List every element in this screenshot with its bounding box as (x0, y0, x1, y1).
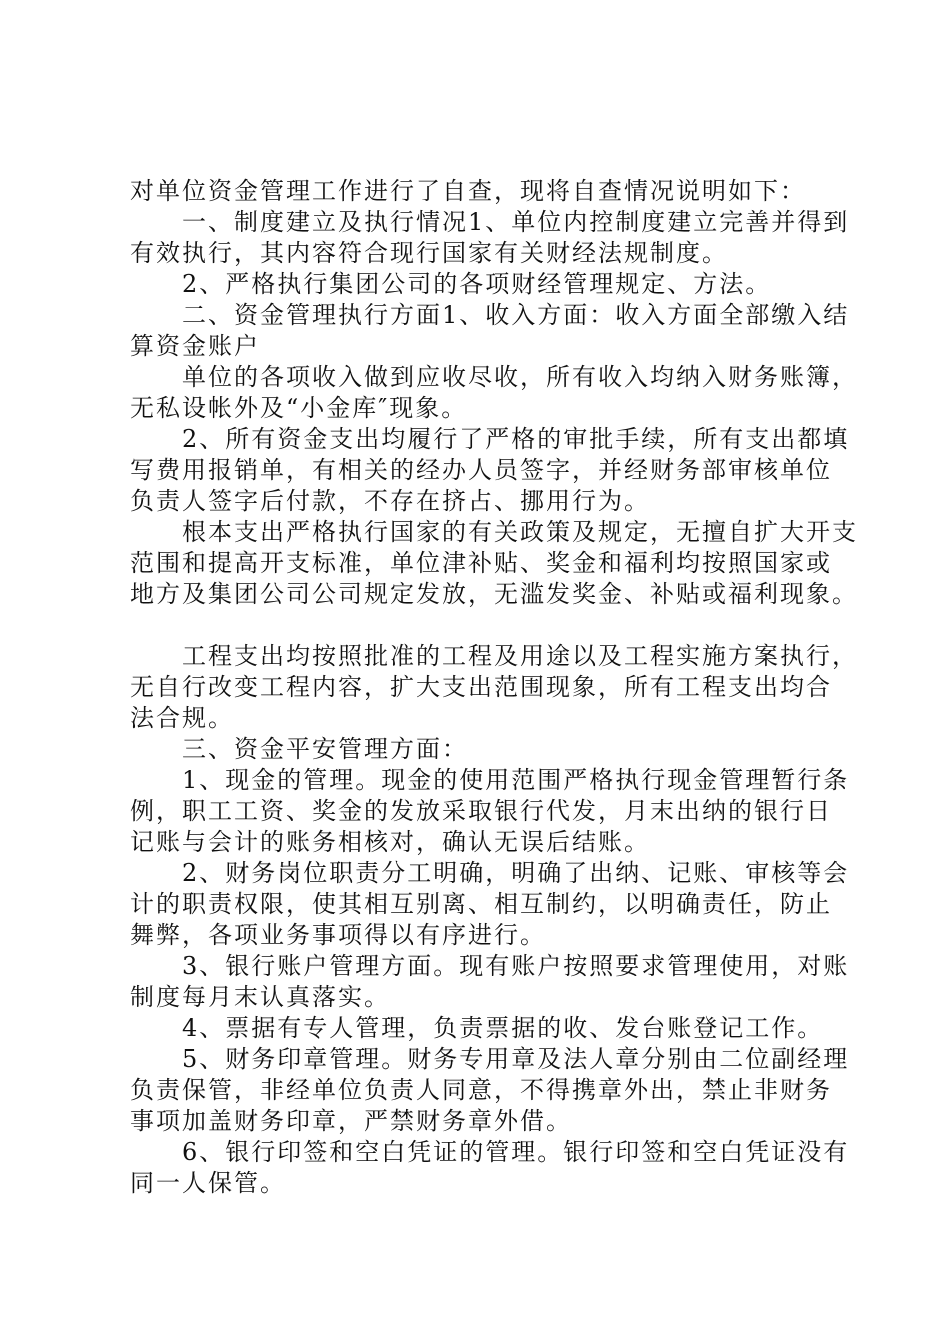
text-line: 记账与会计的账务相核对，确认无误后结账。 (130, 828, 650, 856)
text-line: 根本支出严格执行国家的有关政策及规定，无擅自扩大开支 (182, 518, 858, 546)
text-line: 4、票据有专人管理，负责票据的收、发台账登记工作。 (182, 1014, 824, 1042)
text-line: 制度每月末认真落实。 (130, 983, 390, 1011)
text-line: 2、财务岗位职责分工明确，明确了出纳、记账、审核等会 (182, 859, 850, 887)
text-line: 舞弊，各项业务事项得以有序进行。 (130, 921, 546, 949)
text-line: 工程支出均按照批准的工程及用途以及工程实施方案执行， (182, 642, 858, 670)
text-line: 例，职工工资、奖金的发放采取银行代发，月末出纳的银行日 (130, 797, 832, 825)
text-line: 负责人签字后付款，不存在挤占、挪用行为。 (130, 487, 650, 515)
text-line: 无私设帐外及“小金库″现象。 (130, 394, 468, 422)
blank-line (130, 610, 850, 641)
text-line: 对单位资金管理工作进行了自查，现将自查情况说明如下： (130, 177, 806, 205)
document-body (130, 176, 858, 1199)
text-line: 单位的各项收入做到应收尽收，所有收入均纳入财务账簿， (182, 363, 858, 391)
text-line: 三、资金平安管理方面： (182, 735, 468, 763)
text-line: 写费用报销单，有相关的经办人员签字，并经财务部审核单位 (130, 456, 832, 484)
text-line: 2、严格执行集团公司的各项财经管理规定、方法。 (182, 270, 772, 298)
text-line: 1、现金的管理。现金的使用范围严格执行现金管理暂行条 (182, 766, 850, 794)
text-line: 事项加盖财务印章，严禁财务章外借。 (130, 1107, 572, 1135)
text-line: 5、财务印章管理。财务专用章及法人章分别由二位副经理 (182, 1045, 850, 1073)
text-line: 法合规。 (130, 704, 234, 732)
text-line: 算资金账户 (130, 332, 260, 360)
text-line: 计的职责权限，使其相互别离、相互制约，以明确责任，防止 (130, 890, 832, 918)
text-line: 无自行改变工程内容，扩大支出范围现象，所有工程支出均合 (130, 673, 832, 701)
text-line: 负责保管，非经单位负责人同意，不得携章外出，禁止非财务 (130, 1076, 832, 1104)
text-line: 同一人保管。 (130, 1169, 286, 1197)
text-line: 一、制度建立及执行情况1、单位内控制度建立完善并得到 (182, 208, 850, 236)
text-line: 范围和提高开支标准，单位津补贴、奖金和福利均按照国家或 (130, 549, 832, 577)
text-line: 3、银行账户管理方面。现有账户按照要求管理使用，对账 (182, 952, 850, 980)
text-line: 地方及集团公司公司规定发放，无滥发奖金、补贴或福利现象。 (130, 580, 858, 608)
text-line: 有效执行，其内容符合现行国家有关财经法规制度。 (130, 239, 728, 267)
text-line: 二、资金管理执行方面1、收入方面：收入方面全部缴入结 (182, 301, 850, 329)
text-line: 2、所有资金支出均履行了严格的审批手续，所有支出都填 (182, 425, 850, 453)
text-line: 6、银行印签和空白凭证的管理。银行印签和空白凭证没有 (182, 1138, 850, 1166)
